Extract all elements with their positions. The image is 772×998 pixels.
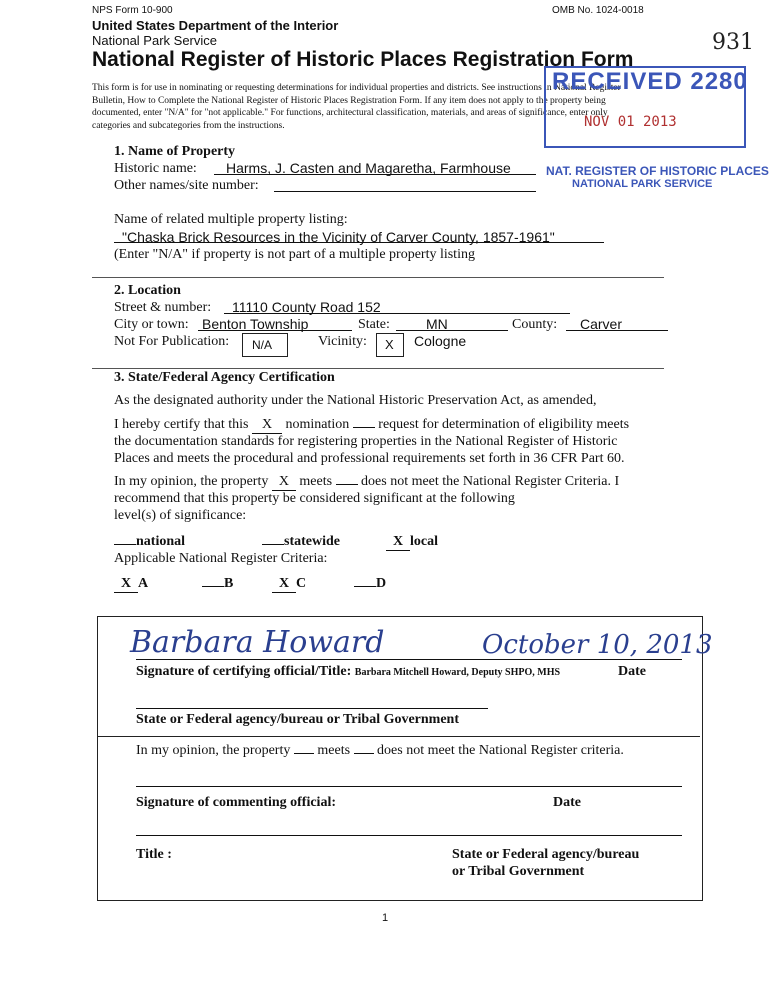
divider — [92, 277, 664, 278]
criterion-c — [272, 576, 306, 593]
divider — [98, 736, 700, 737]
stamp-org-1: NAT. REGISTER OF HISTORIC PLACES — [546, 164, 769, 178]
opinion-line-2: recommend that this property be considered significant at the following — [114, 491, 515, 506]
state-line — [396, 330, 508, 331]
city-label: City or town: — [114, 317, 189, 332]
form-number: NPS Form 10-900 — [92, 5, 173, 16]
stamp-date: NOV 01 2013 — [584, 114, 677, 130]
opinion-line-3: level(s) of significance: — [114, 508, 247, 523]
related-listing-note: (Enter "N/A" if property is not part of a multiple property listing — [114, 247, 475, 262]
certifying-title-label: Signature of certifying official/Title: — [136, 664, 352, 679]
county-value: Carver — [580, 316, 623, 332]
criterion-c-mark: X — [272, 576, 296, 593]
level-national — [114, 534, 185, 550]
vicinity-label: Vicinity: — [318, 334, 367, 349]
certify-text-a: I hereby certify that this — [114, 417, 249, 432]
section2-heading: 2. Location — [114, 283, 181, 298]
national-blank — [114, 544, 136, 545]
page-title: National Register of Historic Places Registration Form — [92, 48, 634, 71]
statewide-label: statewide — [284, 534, 340, 549]
does-not-meet-blank — [336, 484, 358, 485]
request-blank — [353, 427, 375, 428]
vicinity-place: Cologne — [414, 333, 467, 349]
commenting-opinion-c: does not meet the National Register criteria. — [377, 743, 624, 758]
certifying-label — [136, 664, 560, 680]
section1-heading: 1. Name of Property — [114, 144, 236, 159]
meets-mark: X — [272, 474, 296, 491]
other-names-line — [274, 191, 536, 192]
level-local — [386, 534, 438, 551]
agency2-line-1: State or Federal agency/bureau — [452, 847, 640, 862]
certifying-date: October 10, 2013 — [482, 630, 713, 660]
county-label: County: — [512, 317, 558, 332]
local-mark: X — [386, 534, 410, 551]
department: United States Department of the Interior — [92, 18, 339, 33]
not-for-publication-checkbox[interactable] — [242, 333, 288, 357]
divider — [92, 368, 664, 369]
criterion-b-label: B — [224, 576, 234, 591]
opinion-text-c: does not meet the National Register Criteria. I — [361, 474, 620, 489]
received-stamp — [542, 64, 769, 202]
instructions-line: This form is for use in nominating or requesting determinations for individual properties and districts. See instructions in National Register — [92, 83, 621, 93]
certifying-official-name: Barbara Mitchell Howard, Deputy SHPO, MHS — [354, 667, 561, 678]
page-number: 1 — [382, 912, 389, 924]
certify-text-c: request for determination of eligibility meets — [378, 417, 630, 432]
criterion-d-blank — [354, 586, 376, 587]
commenting-not-meet-blank — [354, 753, 374, 754]
vicinity-value: X — [385, 337, 394, 352]
historic-name-value: Harms, J. Casten and Magaretha, Farmhouse — [226, 160, 511, 176]
related-listing-label: Name of related multiple property listing: — [114, 212, 348, 227]
city-value: Benton Township — [202, 316, 309, 332]
commenting-opinion-b: meets — [317, 743, 351, 758]
title-label: Title : — [136, 847, 172, 862]
section3-heading: 3. State/Federal Agency Certification — [114, 370, 335, 385]
level-statewide — [262, 534, 340, 550]
nomination-mark: X — [252, 417, 282, 434]
commenting-date-label: Date — [553, 795, 581, 810]
criterion-a — [114, 576, 148, 593]
street-value: 11110 County Road 152 — [232, 299, 381, 315]
not-for-publication-value: N/A — [252, 338, 273, 352]
state-value: MN — [426, 316, 448, 332]
criterion-d — [354, 576, 386, 592]
criterion-a-mark: X — [114, 576, 138, 593]
opinion-line-1 — [114, 474, 619, 491]
commenting-signature-line — [136, 786, 682, 787]
instructions-line: Bulletin, How to Complete the National Register of Historic Places Registration Form. If any item does not apply to the property being — [92, 95, 606, 106]
stamp-org-2: NATIONAL PARK SERVICE — [572, 178, 713, 190]
certify-line-2: the documentation standards for registering properties in the National Register of Historic — [114, 434, 618, 449]
omb-number: OMB No. 1024-0018 — [552, 5, 644, 16]
certify-line-1 — [114, 417, 629, 434]
commenting-opinion-a: In my opinion, the property — [136, 743, 291, 758]
service-name: National Park Service — [92, 33, 217, 48]
statewide-blank — [262, 544, 284, 545]
street-label: Street & number: — [114, 300, 212, 315]
stamp-received: RECEIVED 2280 — [552, 68, 748, 95]
date-label: Date — [618, 664, 646, 679]
other-names-label: Other names/site number: — [114, 178, 259, 193]
signature-line — [136, 659, 682, 660]
local-label: local — [410, 534, 438, 549]
instructions-line: categories and subcategories from the instructions. — [92, 120, 285, 131]
opinion-text-a: In my opinion, the property — [114, 474, 269, 489]
authority-paragraph: As the designated authority under the National Historic Preservation Act, as amended, — [114, 393, 597, 408]
handwritten-number: 931 — [712, 30, 754, 55]
title-line — [136, 835, 682, 836]
criterion-c-label: C — [296, 576, 307, 591]
state-label: State: — [358, 317, 390, 332]
certify-line-3: Places and meets the procedural and professional requirements set forth in 36 CFR Part 60. — [114, 451, 625, 466]
national-label: national — [136, 534, 186, 549]
commenting-meets-blank — [294, 753, 314, 754]
opinion-text-b: meets — [299, 474, 333, 489]
historic-name-label: Historic name: — [114, 161, 197, 176]
agency-label: State or Federal agency/bureau or Tribal Government — [136, 712, 460, 727]
related-listing-value: "Chaska Brick Resources in the Vicinity of Carver County, 1857-1961" — [122, 229, 555, 245]
agency2-line-2: or Tribal Government — [452, 864, 585, 879]
commenting-opinion — [136, 743, 624, 759]
certifying-signature: Barbara Howard — [130, 625, 385, 660]
criterion-d-label: D — [376, 576, 387, 591]
commenting-official-label: Signature of commenting official: — [136, 795, 336, 810]
criterion-a-label: A — [138, 576, 149, 591]
instructions-line: documented, enter "N/A" for "not applicable." For functions, architectural classification, materials, and areas of significance, enter only — [92, 108, 608, 118]
not-for-publication-label: Not For Publication: — [114, 334, 230, 349]
certify-text-b: nomination — [285, 417, 350, 432]
criterion-b — [202, 576, 233, 592]
agency-line — [136, 708, 488, 709]
criteria-label: Applicable National Register Criteria: — [114, 551, 328, 566]
criterion-b-blank — [202, 586, 224, 587]
vicinity-checkbox[interactable] — [376, 333, 404, 357]
